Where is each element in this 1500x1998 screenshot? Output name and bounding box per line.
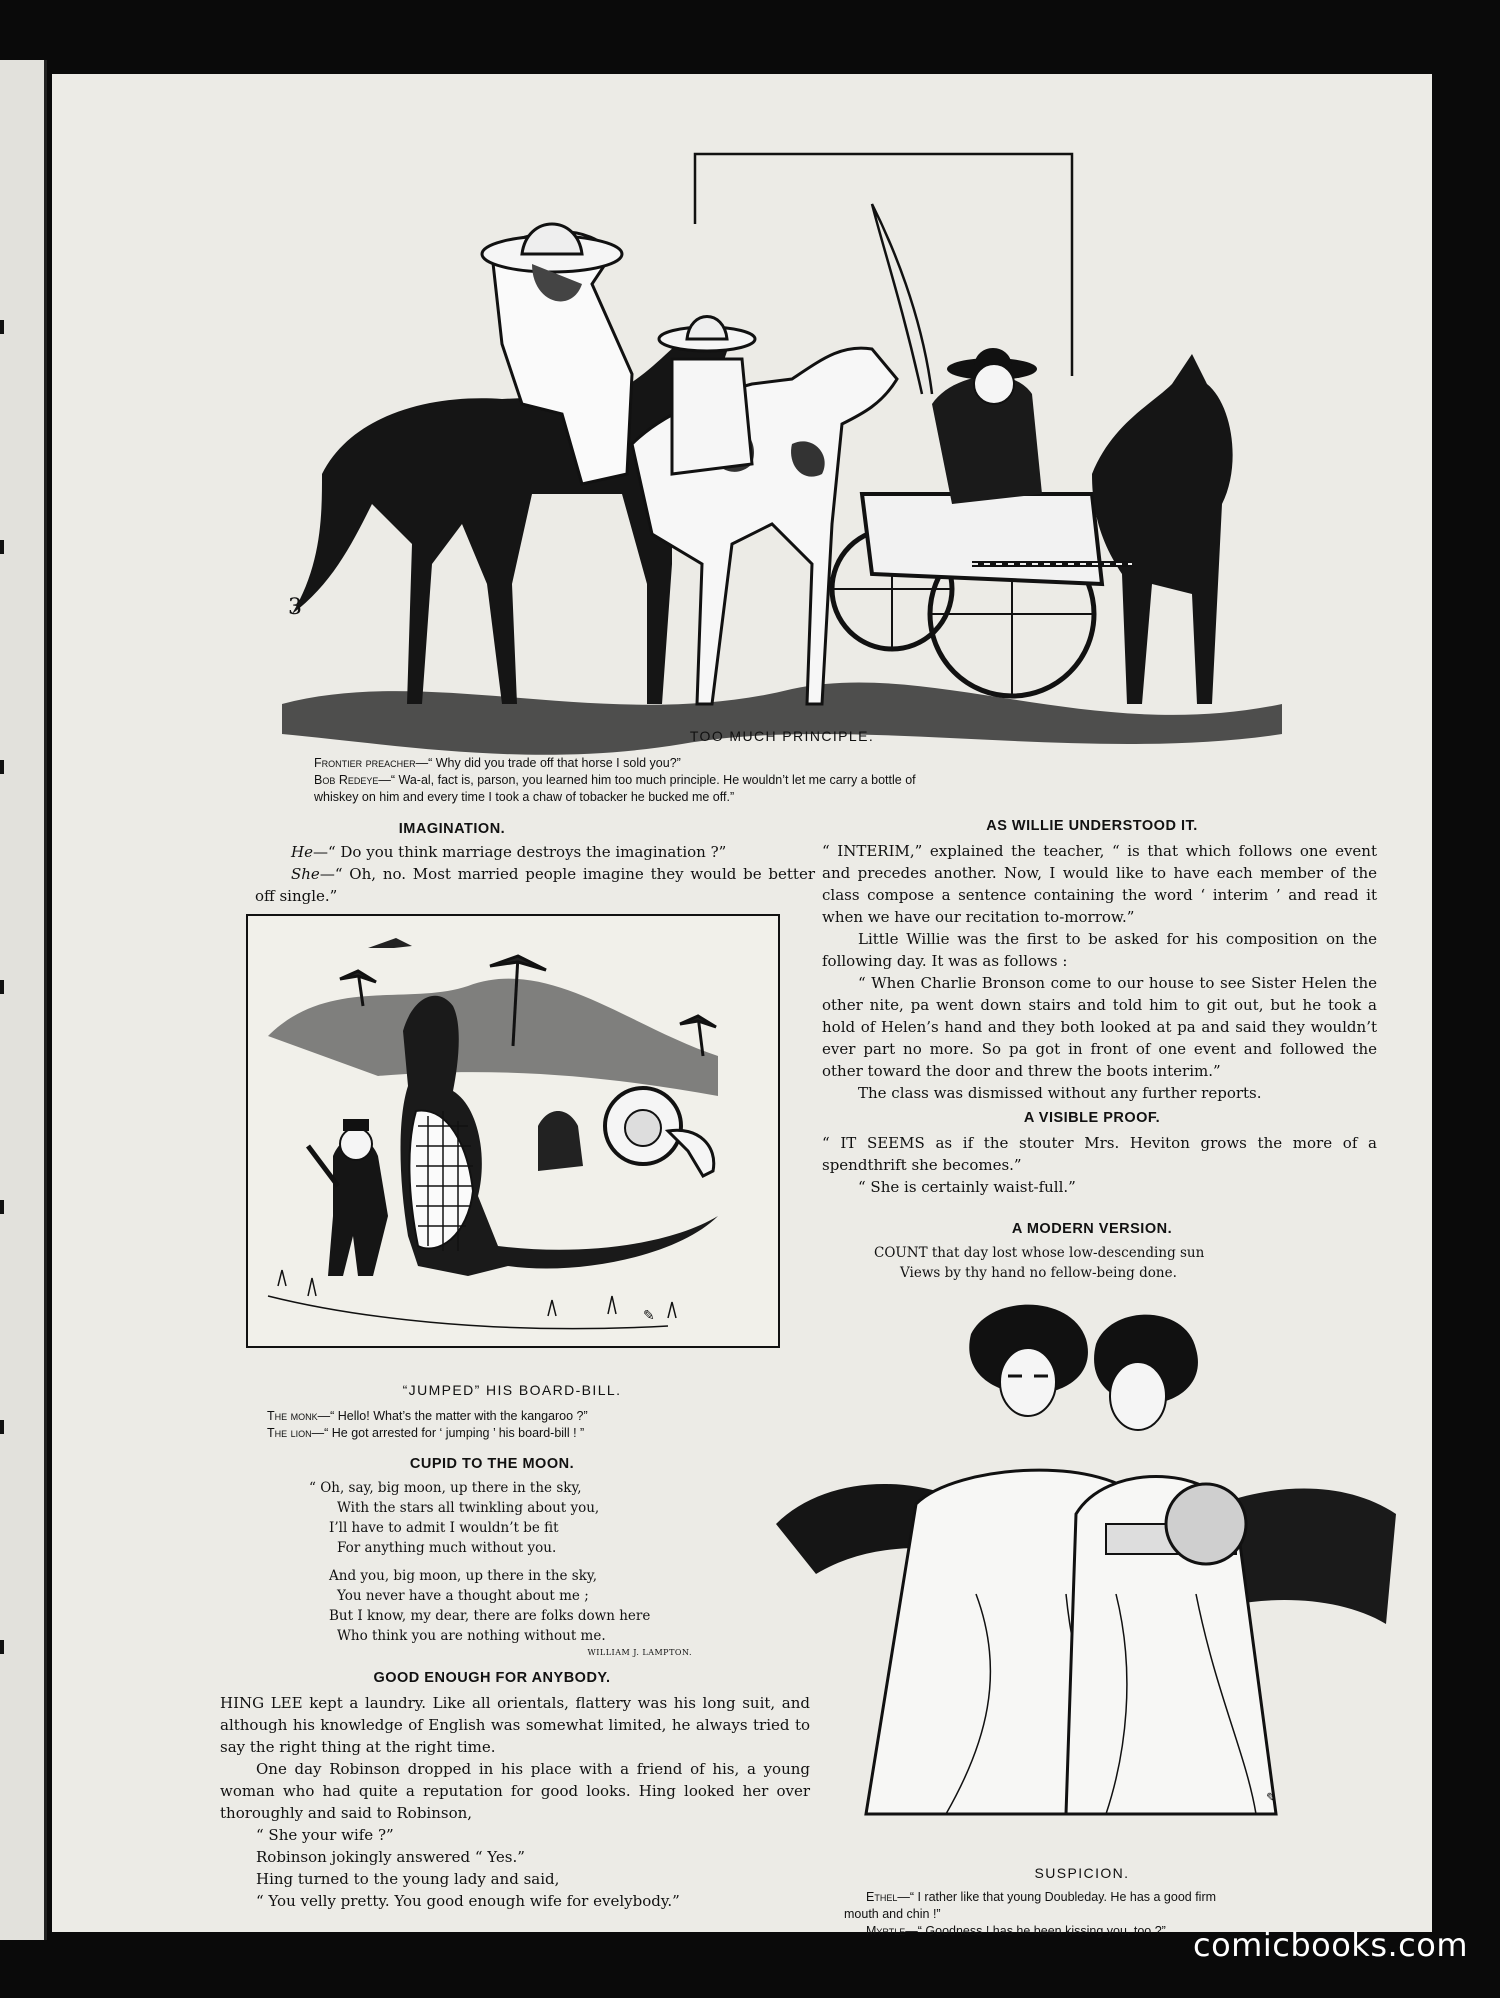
speaker-label: He (291, 843, 313, 861)
dialog-line: —“ Hello! What’s the matter with the kangaroo ?” (317, 1409, 588, 1423)
willie-heading: AS WILLIE UNDERSTOOD IT. (986, 818, 1198, 834)
poem-line: You never have a thought about me ; (337, 1588, 589, 1604)
paragraph: “ INTERIM,” explained the teacher, “ is that which follows one event and precedes another. Now, I would like to have each member of the class compose a sentence containing the word ‘ interim ’ and read it when we have our recitation to-morrow.” (822, 842, 1377, 926)
poem-line: For anything much without you. (337, 1540, 557, 1556)
jumped-board-bill-illustration (246, 914, 780, 1348)
paragraph: Robinson jokingly answered “ Yes.” (256, 1848, 525, 1866)
svg-text:✎: ✎ (643, 1308, 655, 1324)
dialog-line: —“ Wa-al, fact is, parson, you learned him too much principle. He wouldn’t let me carry a bottle of (378, 773, 916, 787)
too-much-principle-dialog (314, 755, 1314, 806)
site-watermark: comicbooks.com (1192, 1926, 1468, 1964)
magazine-page (52, 74, 1432, 1938)
paragraph: Little Willie was the first to be asked for his composition on the following day. It was as follows : (822, 930, 1377, 970)
previous-page-edge (0, 60, 47, 1940)
poem-line: Who think you are nothing without me. (337, 1628, 606, 1644)
modern-version-text (874, 1243, 1334, 1283)
paragraph: One day Robinson dropped in his place with a friend of his, a young woman who had quite a reputation for good looks. Hing looked her over thoroughly and said to Robinson, (220, 1760, 810, 1822)
jumped-board-bill-title: “JUMPED” HIS BOARD-BILL. (402, 1382, 622, 1398)
imagination-heading: IMAGINATION. (398, 821, 506, 837)
cupid-heading: CUPID TO THE MOON. (409, 1456, 575, 1472)
suspicion-title: SUSPICION. (1034, 1865, 1130, 1881)
paragraph: “ When Charlie Bronson come to our house to see Sister Helen the other nite, pa went down stairs and told him to git out, but he took a hold of Helen’s hand and they both looked at pa and said they wouldn’t ever part no more. So pa got in front of one event and followed the other toward the door and threw the boots interim.” (822, 974, 1377, 1080)
poem-line: “ Oh, say, big moon, up there in the sky, (309, 1480, 582, 1496)
speaker-label: She (291, 865, 320, 883)
poem-line: Views by thy hand no fellow-being done. (900, 1265, 1177, 1281)
visible-proof-heading: A VISIBLE PROOF. (1023, 1110, 1161, 1126)
cupid-poem (309, 1478, 749, 1646)
speaker-label: Ethel (866, 1890, 898, 1904)
willie-text (822, 840, 1377, 1104)
good-enough-heading: GOOD ENOUGH FOR ANYBODY. (373, 1670, 611, 1686)
paragraph: The class was dismissed without any further reports. (858, 1084, 1262, 1102)
page-edge-mark (0, 1420, 4, 1434)
speaker-label: The lion (267, 1426, 312, 1440)
dialog-line: —“ I rather like that young Doubleday. He has a good firm (897, 1890, 1217, 1904)
jumped-board-bill-dialog (267, 1408, 787, 1442)
page-edge-mark (0, 540, 4, 554)
page-edge-mark (0, 1200, 4, 1214)
paragraph: “ She is certainly waist-full.” (858, 1178, 1076, 1196)
poem-line: But I know, my dear, there are folks down here (329, 1608, 651, 1624)
dialog-line: —“ Do you think marriage destroys the imagination ?” (312, 843, 727, 861)
poem-line: And you, big moon, up there in the sky, (329, 1568, 598, 1584)
page-edge-mark (0, 320, 4, 334)
poem-line: With the stars all twinkling about you, (337, 1500, 600, 1516)
too-much-principle-title: TOO MUCH PRINCIPLE. (689, 728, 875, 744)
poem-line: COUNT that day lost whose low-descending sun (874, 1245, 1205, 1261)
visible-proof-text (822, 1132, 1377, 1198)
modern-version-heading: A MODERN VERSION. (1011, 1221, 1173, 1237)
poem-author: WILLIAM J. LAMPTON. (587, 1648, 692, 1657)
speaker-label: Myrtle (866, 1924, 906, 1938)
paragraph: “ She your wife ?” (256, 1826, 394, 1844)
paragraph: Hing turned to the young lady and said, (256, 1870, 560, 1888)
suspicion-illustration (776, 1294, 1396, 1854)
speaker-label: Frontier preacher (314, 756, 416, 770)
dialog-line: —“ He got arrested for ‘ jumping ’ his board-bill ! ” (311, 1426, 585, 1440)
page-edge-mark (0, 1640, 4, 1654)
good-enough-text (220, 1692, 810, 1912)
dialog-line: whiskey on him and every time I took a chaw of tobacker he bucked me off.” (314, 790, 735, 804)
imagination-text (255, 841, 815, 907)
speaker-label: Bob Redeye (314, 773, 379, 787)
svg-text:✎: ✎ (1266, 1791, 1277, 1806)
paragraph: HING LEE kept a laundry. Like all orientals, flattery was his long suit, and although his knowledge of English was somewhat limited, he always tried to say the right thing at the right time. (220, 1694, 810, 1756)
dialog-line: mouth and chin !” (844, 1907, 941, 1921)
dialog-line: —“ Goodness ! has he been kissing you, too ?” (905, 1924, 1166, 1938)
dialog-line: —“ Oh, no. Most married people imagine they would be better off single.” (255, 865, 815, 905)
paragraph: “ IT SEEMS as if the stouter Mrs. Heviton grows the more of a spendthrift she becomes.” (822, 1134, 1377, 1174)
dialog-line: —“ Why did you trade off that horse I sold you?” (415, 756, 681, 770)
speaker-label: The monk (267, 1409, 318, 1423)
too-much-principle-illustration (232, 144, 1322, 794)
page-edge-mark (0, 980, 4, 994)
paragraph: “ You velly pretty. You good enough wife for evelybody.” (256, 1892, 680, 1910)
svg-text:3: 3 (288, 595, 302, 620)
page-edge-mark (0, 760, 4, 774)
poem-line: I’ll have to admit I wouldn’t be fit (329, 1520, 559, 1536)
